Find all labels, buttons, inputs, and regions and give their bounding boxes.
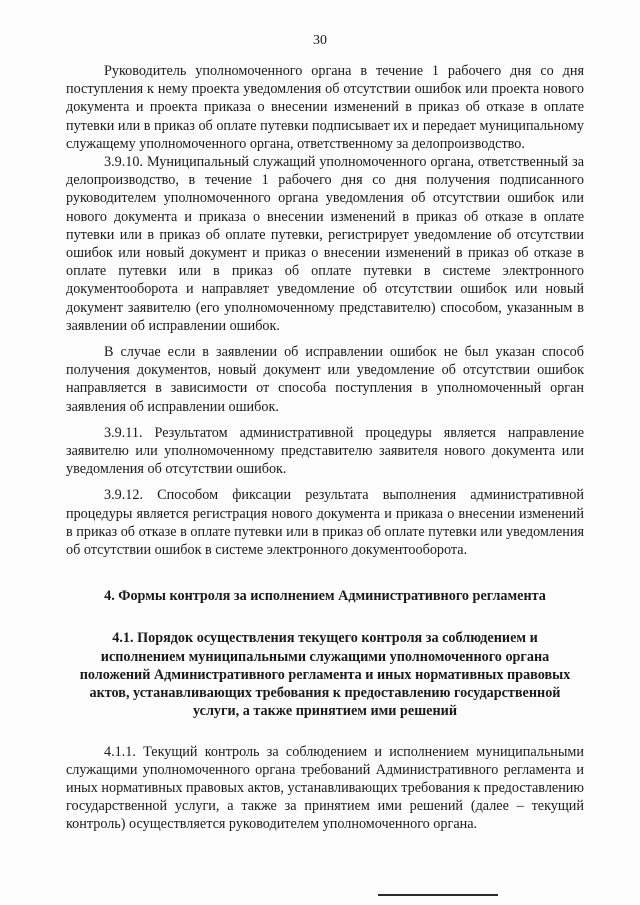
paragraph-3-9-10: 3.9.10. Муниципальный служащий уполномоченного органа, ответственный за делопроизводство, в течение 1 рабочего дня со дня получения подписанного руководителем уполномоченного органа уведомления об отсутствии ошибок или нового документа и приказа о внесении изменений в приказ об отказе в оплате путевки или в приказ об оплате путевки, регистрирует уведомление об отсутствии ошибок или новый документ и приказ о внесении изменений в приказ об отказе в оплате путевки или в приказ об оплате путевки в системе электронного документооборота и направляет уведомление об отсутствии ошибок или новый документ заявителю (его уполномоченному представителю) способом, указанным в заявлении об исправлении ошибок.: [66, 154, 584, 334]
scan-edge-line: [378, 894, 498, 896]
paragraph-4-1-1: 4.1.1. Текущий контроль за соблюдением и исполнением муниципальными служащими уполномоченного органа требований Административного регламента и иных нормативных правовых актов, устанавливающих требования к предоставлению государственной услуги, а также за принятием ими решений (далее – текущий контроль) осуществляется руководителем уполномоченного органа.: [66, 743, 584, 833]
paragraph-head-signs: Руководитель уполномоченного органа в течение 1 рабочего дня со дня поступления к нему проекта уведомления об отсутствии ошибок или проекта нового документа и проекта приказа о внесении изменений в приказ об отказе в оплате путевки или в приказ об оплате путевки подписывает их и передает муниципальному служащему уполномоченного органа, ответственному за делопроизводство.: [66, 63, 584, 152]
document-body: [66, 62, 584, 834]
paragraph-no-delivery-method: В случае если в заявлении об исправлении ошибок не был указан способ получения документов, новый документ или уведомление об отсутствии ошибок направляется в зависимости от способа поступления в уполномоченный орган заявления об исправлении ошибок.: [66, 344, 584, 415]
paragraph-3-9-11: 3.9.11. Результатом административной процедуры является направление заявителю или уполномоченному представителю заявителя нового документа или уведомления об отсутствии ошибок.: [66, 424, 584, 478]
section-heading: 4. Формы контроля за исполнением Административного регламента: [104, 588, 546, 605]
page-number: 30: [313, 33, 327, 48]
subsection-heading: 4.1. Порядок осуществления текущего контроля за соблюдением и исполнением муниципальными служащими уполномоченного органа положений Административного регламента и иных нормативных правовых актов, устанавливающих требования к предоставлению государственной услуги, а также принятием ими решений: [79, 630, 571, 720]
paragraph-3-9-12: 3.9.12. Способом фиксации результата выполнения административной процедуры является регистрация нового документа и приказа о внесении изменений в приказ об отказе в оплате путевки или в приказ об оплате путевки или уведомления об отсутствии ошибок в системе электронного документооборота.: [66, 487, 584, 559]
